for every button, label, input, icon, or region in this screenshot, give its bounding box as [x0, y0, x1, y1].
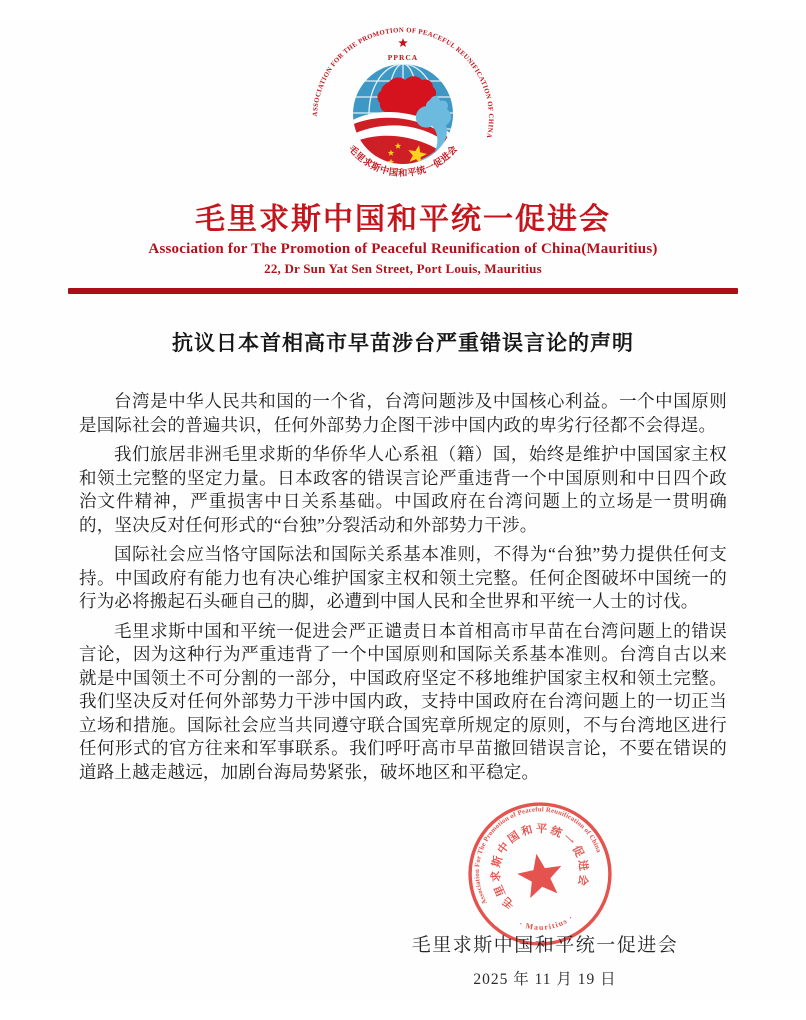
logo-arc-text: ASSOCIATION FOR THE PROMOTION OF PEACEFUL REUNIFICATION OF CHINA [311, 27, 495, 139]
seal-star-icon [514, 850, 566, 900]
statement-paragraph: 国际社会应当恪守国际法和国际关系基本准则，不得为“台独”势力提供任何支持。中国政府有能力也有决心维护国家主权和领土完整。任何企图破坏中国统一的行为必将搬起石头砸自己的脚，必遭到中国人民和全世界和平统一人士的讨伐。 [79, 544, 727, 611]
seal-bottom-text: · Mauritius · [518, 912, 576, 933]
statement-title: 抗议日本首相高市早苗涉台严重错误言论的声明 [172, 331, 634, 355]
org-name-en: Association for The Promotion of Peaceful Reunification of China(Mauritius) [148, 241, 658, 257]
seal-ring-text: Association For The Promotion of Peaceful Reunification of China [473, 806, 603, 906]
divider-bar [68, 288, 738, 294]
signature-area [79, 790, 727, 1020]
signature: 毛里求斯中国和平统一促进会 [411, 935, 679, 956]
statement-paragraph: 毛里求斯中国和平统一促进会严正谴责日本首相高市早苗在台湾问题上的错误言论，因为这种行为严重违背了一个中国原则和国际关系基本准则。台湾自古以来就是中国领土不可分割的一部分，中国政府坚定不移地维护国家主权和领土完整。我们坚决反对任何外部势力干涉中国内政，支持中国政府在台湾问题上的一切正当立场和措施。国际社会应当共同遵守联合国宪章所规定的原则，不与台湾地区进行任何形式的官方往来和军事联系。我们呼吁高市早苗撤回错误言论，不要在错误的道路上越走越远，加剧台海局势紧张，破坏地区和平稳定。 [79, 620, 727, 782]
org-name-cn: 毛里求斯中国和平统一促进会 [195, 203, 611, 236]
logo-acronym: PPRCA [387, 53, 419, 62]
statement-paragraphs [79, 390, 727, 784]
statement-page [0, 22, 806, 1001]
logo-top-star-icon [398, 38, 408, 47]
logo-bottom-arc-text: 毛里求斯中国和平统一促进会 [346, 143, 460, 179]
statement-paragraph: 我们旅居非洲毛里求斯的华侨华人心系祖（籍）国，始终是维护中国国家主权和领土完整的坚定力量。日本政客的错误言论严重违背一个中国原则和中日四个政治文件精神，严重损害中日关系基础。中国政府在台湾问题上的立场是一贯明确的，坚决反对任何形式的“台独”分裂活动和外部势力干涉。 [79, 444, 727, 535]
sign-block [395, 930, 695, 989]
statement-date: 2025 年 11 月 19 日 [473, 971, 617, 988]
org-logo-icon [301, 22, 505, 192]
statement-paragraph: 台湾是中华人民共和国的一个省，台湾问题涉及中国核心利益。一个中国原则是国际社会的普遍共识，任何外部势力企图干涉中国内政的卑劣行径都不会得逞。 [79, 391, 727, 435]
statement-body [79, 327, 727, 1020]
org-address: 22, Dr Sun Yat Sen Street, Port Louis, Mauritius [264, 261, 542, 276]
seal-inner-text: 毛里求斯中国和平统一促进会 [490, 822, 590, 911]
letterhead [0, 22, 806, 294]
